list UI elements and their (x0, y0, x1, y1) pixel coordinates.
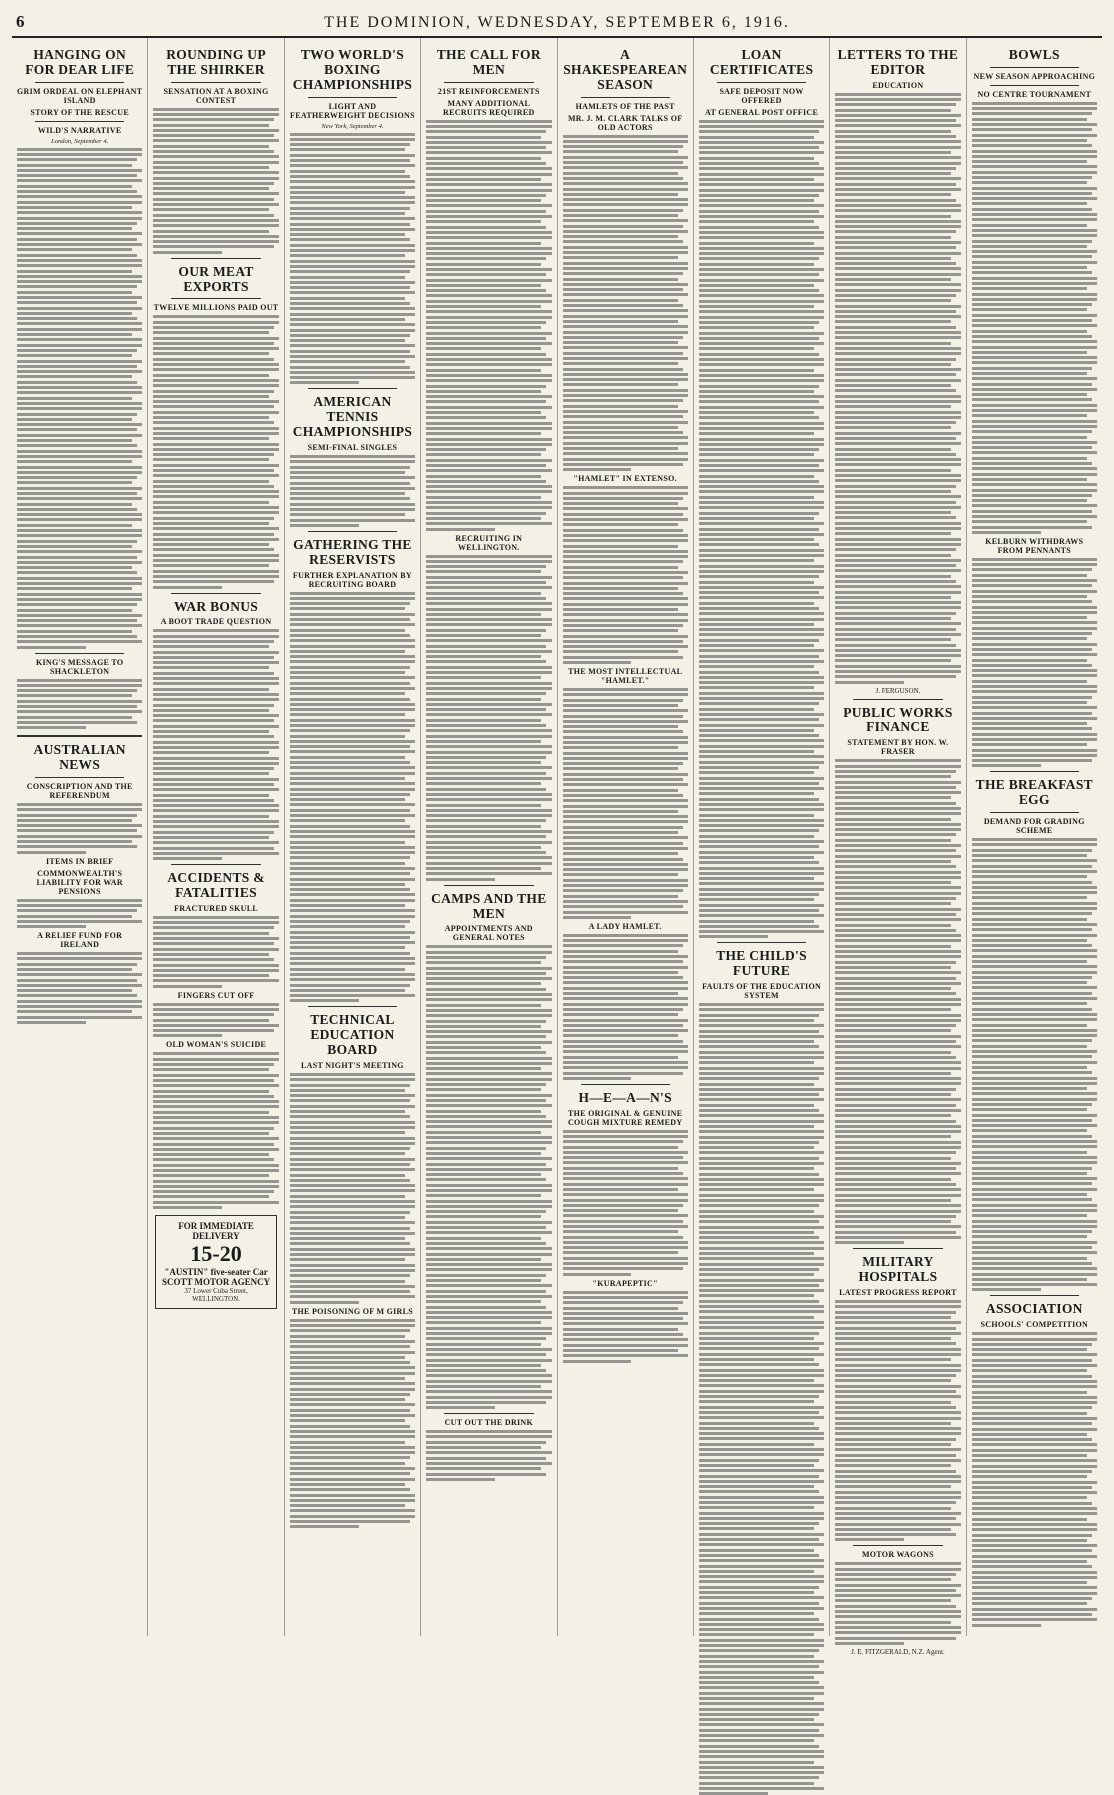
body-text (835, 1300, 960, 1541)
ad-headline: "KURAPEPTIC" (592, 1278, 658, 1288)
column-6 (694, 38, 830, 1636)
body-text (290, 1319, 415, 1529)
article-subheadline: APPOINTMENTS AND GENERAL NOTES (444, 924, 533, 943)
article-headline: OUR MEAT EXPORTS (178, 263, 254, 294)
article-subheadline: MANY ADDITIONAL RECRUITS REQUIRED (443, 98, 535, 117)
body-text (972, 102, 1097, 534)
article-headline: PUBLIC WORKS FINANCE (843, 704, 953, 735)
article-subheadline: A LADY HAMLET. (588, 921, 662, 931)
body-text (290, 455, 415, 527)
body-text (699, 120, 824, 939)
article-headline: THE CALL FOR MEN (436, 47, 541, 77)
article-subheadline: RECRUITING IN WELLINGTON. (455, 533, 523, 552)
article-headline: ROUNDING UP THE SHIRKER (166, 47, 266, 77)
ad-price: 15-20 (190, 1241, 242, 1267)
body-text (563, 1291, 688, 1363)
article-headline: CAMPS AND THE MEN (431, 890, 547, 921)
article-subheadline: SENSATION AT A BOXING CONTEST (163, 86, 269, 105)
body-text (835, 93, 960, 684)
article-subheadline: FRACTURED SKULL (174, 903, 258, 913)
body-text (699, 1003, 824, 1795)
article-subheadline: FAULTS OF THE EDUCATION SYSTEM (702, 982, 822, 1001)
dateline: London, September 4. (51, 137, 109, 145)
article-headline: WAR BONUS (174, 598, 259, 614)
body-text (17, 952, 142, 1024)
ad-product: "AUSTIN" five-seater Car (164, 1267, 268, 1278)
page-number: 6 (16, 12, 25, 31)
ad-address: 37 Lower Cuba Street, WELLINGTON. (184, 1287, 248, 1304)
article-headline: GATHERING THE RESERVISTS (293, 536, 412, 567)
article-subheadline: THE ORIGINAL & GENUINE COUGH MIXTURE REMEDY (567, 1108, 683, 1127)
article-headline: KING'S MESSAGE TO SHACKLETON (35, 657, 124, 676)
body-text (563, 486, 688, 664)
article-headline: LOAN CERTIFICATES (709, 47, 814, 77)
article-headline: MILITARY HOSPITALS (858, 1254, 938, 1285)
article-subheadline: 21ST REINFORCEMENTS (437, 86, 540, 96)
article-headline: TWO WORLD'S BOXING CHAMPIONSHIPS (292, 47, 413, 92)
letter-signature: J. FERGUSON. (875, 686, 921, 695)
article-subheadline: A RELIEF FUND FOR IRELAND (37, 931, 123, 950)
article-subheadline: FINGERS CUT OFF (177, 990, 255, 1000)
article-headline: BOWLS (1008, 47, 1060, 62)
body-text (426, 945, 551, 1409)
article-headline: ASSOCIATION (985, 1301, 1083, 1317)
ad-seller: SCOTT MOTOR AGENCY (161, 1277, 271, 1288)
article-headline: TECHNICAL EDUCATION BOARD (310, 1012, 395, 1058)
body-text (17, 148, 142, 649)
body-text (563, 688, 688, 919)
column-2 (148, 38, 284, 1636)
article-subheadline: SAFE DEPOSIT NOW OFFERED (719, 86, 804, 105)
body-text (972, 1332, 1097, 1626)
body-text (153, 1003, 278, 1038)
body-text (17, 899, 142, 928)
article-subheadline: CONSCRIPTION AND THE REFERENDUM (26, 781, 133, 800)
column-7 (830, 38, 966, 1656)
column-8 (967, 38, 1102, 1636)
body-text (153, 315, 278, 588)
article-headline: ACCIDENTS & FATALITIES (167, 870, 265, 900)
body-text (17, 679, 142, 730)
ad-label: FOR IMMEDIATE DELIVERY (178, 1221, 254, 1242)
article-subheadline: LIGHT AND FEATHERWEIGHT DECISIONS (290, 101, 415, 120)
body-text (290, 133, 415, 385)
newspaper-page (12, 8, 1102, 1656)
column-3 (285, 38, 421, 1636)
article-subheadline: SCHOOLS' COMPETITION (980, 1320, 1089, 1330)
column-1 (12, 38, 148, 1636)
article-subheadline: GRIM ORDEAL ON ELEPHANT ISLAND (17, 86, 143, 105)
body-text (835, 1562, 960, 1644)
article-subheadline: OLD WOMAN'S SUICIDE (165, 1040, 267, 1050)
article-subheadline: STATEMENT BY HON. W. FRASER (847, 738, 949, 757)
article-headline: H—E—A—N'S (578, 1089, 672, 1105)
article-headline: AUSTRALIAN NEWS (33, 742, 126, 773)
article-headline: CUT OUT THE DRINK (444, 1418, 534, 1428)
article-subheadline: MR. J. M. CLARK TALKS OF OLD ACTORS (567, 113, 683, 132)
article-subheadline: WILD'S NARRATIVE (37, 125, 122, 135)
article-headline: HANGING ON FOR DEAR LIFE (25, 47, 135, 77)
article-subheadline: NO CENTRE TOURNAMENT (977, 89, 1092, 99)
article-headline: A SHAKESPEAREAN SEASON (563, 47, 688, 92)
masthead (12, 8, 1102, 38)
article-subheadline: ITEMS IN BRIEF (46, 856, 114, 866)
article-subheadline: KELBURN WITHDRAWS FROM PENNANTS (985, 536, 1084, 555)
article-subheadline: LAST NIGHT'S MEETING (301, 1060, 404, 1070)
advertisement (155, 1215, 276, 1309)
column-4 (421, 38, 557, 1636)
article-subheadline: FURTHER EXPLANATION BY RECRUITING BOARD (292, 570, 412, 589)
article-subheadline: NEW SEASON APPROACHING (973, 71, 1096, 81)
columns (12, 38, 1102, 1656)
article-subheadline: "HAMLET" IN EXTENSO. (573, 474, 677, 484)
newspaper-title: THE DOMINION, WEDNESDAY, SEPTEMBER 6, 1916. (324, 14, 790, 31)
body-text (426, 555, 551, 881)
article-subheadline: HAMLETS OF THE PAST (575, 101, 675, 111)
body-text (563, 934, 688, 1080)
body-text (153, 916, 278, 988)
article-headline: THE BREAKFAST EGG (975, 777, 1093, 808)
body-text (153, 629, 278, 860)
body-text (153, 108, 278, 254)
body-text (153, 1052, 278, 1209)
body-text (563, 135, 688, 472)
article-headline: AMERICAN TENNIS CHAMPIONSHIPS (292, 394, 413, 440)
body-text (17, 803, 142, 854)
article-subheadline: COMMONWEALTH'S LIABILITY FOR WAR PENSIONS (36, 868, 123, 896)
column-5 (558, 38, 694, 1636)
article-subheadline: STORY OF THE RESCUE (30, 107, 129, 117)
article-headline: THE CHILD'S FUTURE (716, 948, 807, 979)
body-text (972, 558, 1097, 768)
body-text (563, 1130, 688, 1276)
article-subheadline: LATEST PROGRESS REPORT (839, 1288, 957, 1298)
article-subheadline: TWELVE MILLIONS PAID OUT (153, 303, 279, 313)
body-text (290, 592, 415, 1003)
article-subheadline: A BOOT TRADE QUESTION (160, 617, 272, 627)
article-subheadline: SEMI-FINAL SINGLES (307, 443, 398, 453)
ad-signature: J. E. FITZGERALD, N.Z. Agent. (851, 1647, 945, 1656)
body-text (426, 1430, 551, 1481)
ad-headline: MOTOR WAGONS (861, 1550, 934, 1560)
article-subheadline: EDUCATION (872, 80, 924, 90)
body-text (972, 838, 1097, 1291)
article-subheadline: DEMAND FOR GRADING SCHEME (983, 817, 1085, 836)
article-subheadline: THE MOST INTELLECTUAL "HAMLET." (568, 667, 683, 686)
body-text (835, 759, 960, 1244)
body-text (290, 1073, 415, 1304)
article-headline: LETTERS TO THE EDITOR (837, 47, 959, 77)
article-subheadline: THE POISONING OF M GIRLS (291, 1306, 414, 1316)
dateline: New York, September 4. (321, 122, 384, 130)
article-subheadline: AT GENERAL POST OFFICE (705, 107, 819, 117)
body-text (426, 120, 551, 531)
